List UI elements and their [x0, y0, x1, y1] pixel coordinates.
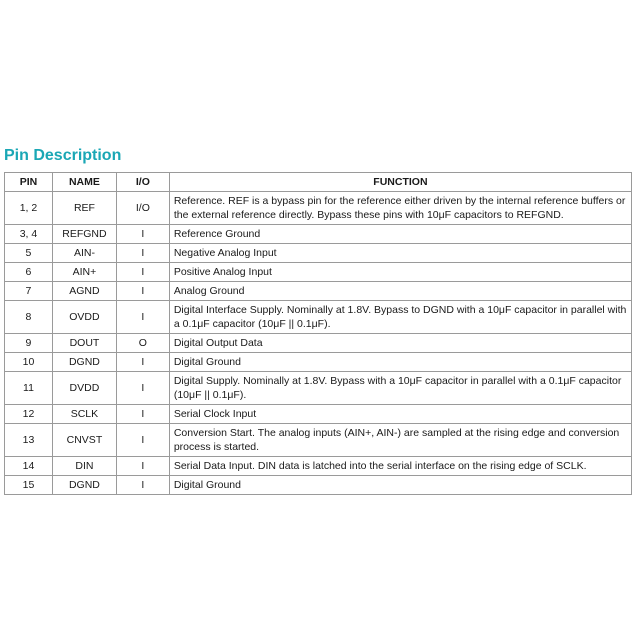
io-cell: I — [116, 476, 169, 495]
table-row — [5, 457, 632, 476]
pin-cell: 14 — [5, 457, 53, 476]
pin-cell: 10 — [5, 353, 53, 372]
io-cell: I — [116, 263, 169, 282]
function-cell: Digital Supply. Nominally at 1.8V. Bypass with a 10μF capacitor in parallel with a 0.1μF capacitor (10μF || 0.1μF). — [169, 372, 631, 405]
table-row — [5, 424, 632, 457]
io-cell: I — [116, 457, 169, 476]
name-cell: DOUT — [52, 334, 116, 353]
pin-cell: 13 — [5, 424, 53, 457]
pin-cell: 5 — [5, 244, 53, 263]
function-cell: Reference. REF is a bypass pin for the reference either driven by the internal reference buffers or the external reference directly. Bypass these pins with 10μF capacitors to REFGND. — [169, 192, 631, 225]
name-cell: AGND — [52, 282, 116, 301]
table-row — [5, 263, 632, 282]
name-cell: AIN- — [52, 244, 116, 263]
name-cell: AIN+ — [52, 263, 116, 282]
io-cell: I — [116, 353, 169, 372]
io-cell: I — [116, 424, 169, 457]
function-cell: Positive Analog Input — [169, 263, 631, 282]
pin-description-table — [4, 172, 632, 495]
io-cell: I — [116, 225, 169, 244]
name-cell: DGND — [52, 476, 116, 495]
io-cell: I — [116, 405, 169, 424]
table-row — [5, 301, 632, 334]
pin-cell: 3, 4 — [5, 225, 53, 244]
io-cell: I/O — [116, 192, 169, 225]
function-cell: Negative Analog Input — [169, 244, 631, 263]
pin-cell: 8 — [5, 301, 53, 334]
table-row — [5, 353, 632, 372]
function-cell: Digital Interface Supply. Nominally at 1.8V. Bypass to DGND with a 10μF capacitor in parallel with a 0.1μF capacitor (10μF || 0.1μF). — [169, 301, 631, 334]
table-row — [5, 244, 632, 263]
name-cell: SCLK — [52, 405, 116, 424]
function-cell: Conversion Start. The analog inputs (AIN+, AIN-) are sampled at the rising edge and conversion process is started. — [169, 424, 631, 457]
name-cell: DVDD — [52, 372, 116, 405]
function-cell: Serial Data Input. DIN data is latched into the serial interface on the rising edge of SCLK. — [169, 457, 631, 476]
io-cell: O — [116, 334, 169, 353]
pin-cell: 11 — [5, 372, 53, 405]
io-cell: I — [116, 244, 169, 263]
io-cell: I — [116, 372, 169, 405]
table-row — [5, 372, 632, 405]
name-cell: DIN — [52, 457, 116, 476]
function-cell: Digital Output Data — [169, 334, 631, 353]
pin-cell: 7 — [5, 282, 53, 301]
name-cell: REFGND — [52, 225, 116, 244]
name-cell: OVDD — [52, 301, 116, 334]
pin-cell: 9 — [5, 334, 53, 353]
pin-cell: 12 — [5, 405, 53, 424]
table-row — [5, 225, 632, 244]
function-cell: Serial Clock Input — [169, 405, 631, 424]
function-cell: Digital Ground — [169, 476, 631, 495]
pin-cell: 6 — [5, 263, 53, 282]
header-function: FUNCTION — [169, 173, 631, 192]
table-header-row — [5, 173, 632, 192]
function-cell: Analog Ground — [169, 282, 631, 301]
table-row — [5, 476, 632, 495]
pin-cell: 15 — [5, 476, 53, 495]
name-cell: REF — [52, 192, 116, 225]
table-row — [5, 334, 632, 353]
function-cell: Digital Ground — [169, 353, 631, 372]
function-cell: Reference Ground — [169, 225, 631, 244]
table-row — [5, 282, 632, 301]
section-title: Pin Description — [4, 147, 122, 164]
header-pin: PIN — [5, 173, 53, 192]
name-cell: DGND — [52, 353, 116, 372]
name-cell: CNVST — [52, 424, 116, 457]
header-name: NAME — [52, 173, 116, 192]
io-cell: I — [116, 282, 169, 301]
pin-cell: 1, 2 — [5, 192, 53, 225]
table-row — [5, 405, 632, 424]
header-io: I/O — [116, 173, 169, 192]
io-cell: I — [116, 301, 169, 334]
table-row — [5, 192, 632, 225]
